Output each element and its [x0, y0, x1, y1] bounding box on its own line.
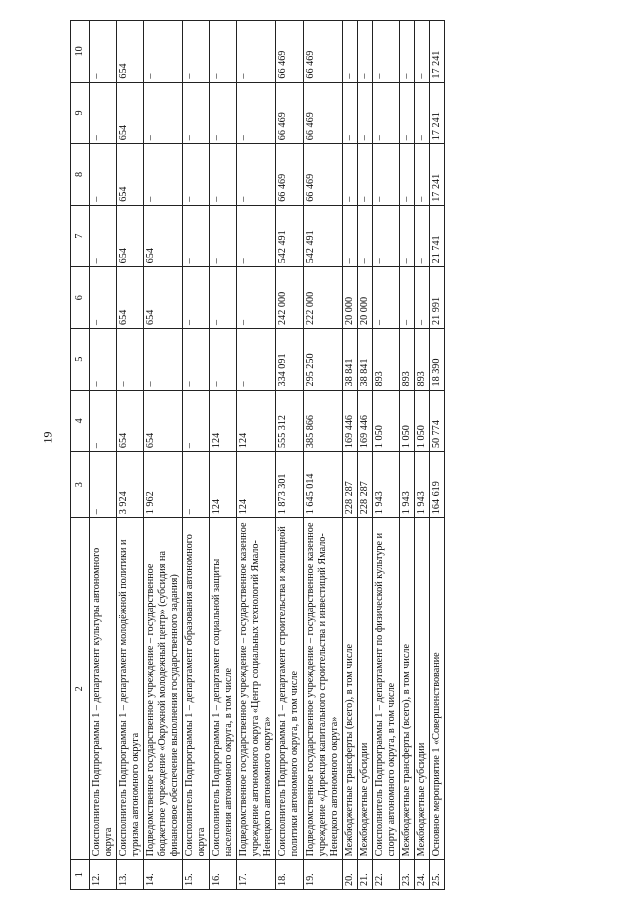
row-value: –: [183, 144, 210, 206]
row-value: –: [210, 144, 237, 206]
row-value: 654: [144, 390, 183, 452]
row-number: 15.: [183, 860, 210, 890]
row-value: 66 469: [276, 21, 303, 83]
row-value: 654: [117, 205, 144, 267]
column-header: 7: [71, 205, 90, 267]
row-value: 66 469: [303, 21, 342, 83]
row-value: –: [90, 452, 117, 518]
row-number: 13.: [117, 860, 144, 890]
row-value: 169 446: [342, 390, 357, 452]
row-value: –: [342, 205, 357, 267]
table-row: [183, 21, 210, 890]
row-number: 20.: [342, 860, 357, 890]
row-value: –: [372, 82, 399, 144]
table-row: [414, 21, 429, 890]
row-value: 334 091: [276, 328, 303, 390]
row-number: 22.: [372, 860, 399, 890]
row-value: –: [90, 205, 117, 267]
row-description: Соисполнитель Подпрограммы 1 – департамент молодёжной политики и туризма автономного округа: [117, 518, 144, 860]
table-row: [357, 21, 372, 890]
row-number: 19.: [303, 860, 342, 890]
row-value: 17 241: [429, 82, 444, 144]
table-body: [90, 21, 445, 890]
column-header: 2: [71, 518, 90, 860]
table-row: [342, 21, 357, 890]
row-value: 228 287: [357, 452, 372, 518]
row-number: 14.: [144, 860, 183, 890]
row-value: –: [90, 144, 117, 206]
row-value: 654: [117, 267, 144, 329]
table-header-row: [71, 21, 90, 890]
row-value: 893: [399, 328, 414, 390]
row-value: –: [399, 205, 414, 267]
row-value: 66 469: [303, 82, 342, 144]
row-value: –: [342, 21, 357, 83]
row-value: –: [183, 21, 210, 83]
column-header: 1: [71, 860, 90, 890]
table-row: [90, 21, 117, 890]
row-value: –: [90, 390, 117, 452]
row-value: 654: [144, 205, 183, 267]
row-value: 654: [117, 144, 144, 206]
table-row: [372, 21, 399, 890]
row-value: 66 469: [276, 144, 303, 206]
row-value: –: [183, 328, 210, 390]
row-value: –: [414, 21, 429, 83]
row-number: 16.: [210, 860, 237, 890]
row-value: 242 000: [276, 267, 303, 329]
row-description: Основное мероприятие 1 «Совершенствование: [429, 518, 444, 860]
row-value: –: [399, 21, 414, 83]
row-value: –: [372, 267, 399, 329]
row-value: 124: [237, 452, 276, 518]
column-header: 9: [71, 82, 90, 144]
row-value: 21 991: [429, 267, 444, 329]
row-description: Межбюджетные субсидии: [357, 518, 372, 860]
row-value: 66 469: [276, 82, 303, 144]
row-number: 23.: [399, 860, 414, 890]
row-description: Межбюджетные субсидии: [414, 518, 429, 860]
row-value: –: [90, 267, 117, 329]
column-header: 3: [71, 452, 90, 518]
row-value: 1 050: [414, 390, 429, 452]
row-value: 1 962: [144, 452, 183, 518]
row-description: Соисполнитель Подпрограммы 1 – департамент социальной защиты населения автономного округа, в том числе: [210, 518, 237, 860]
row-value: 1 050: [399, 390, 414, 452]
row-description: Соисполнитель Подпрограммы 1 – департамент по физической культуре и спорту автономного округа, в том числе: [372, 518, 399, 860]
row-value: –: [342, 82, 357, 144]
row-value: 654: [117, 21, 144, 83]
row-number: 12.: [90, 860, 117, 890]
column-header: 10: [71, 21, 90, 83]
row-value: 542 491: [303, 205, 342, 267]
row-value: 3 924: [117, 452, 144, 518]
row-value: 228 287: [342, 452, 357, 518]
row-value: –: [237, 328, 276, 390]
row-value: –: [357, 21, 372, 83]
row-value: –: [372, 205, 399, 267]
row-value: –: [357, 82, 372, 144]
table-row: [117, 21, 144, 890]
column-header: 5: [71, 328, 90, 390]
row-value: –: [210, 267, 237, 329]
row-number: 17.: [237, 860, 276, 890]
row-value: 1 943: [414, 452, 429, 518]
row-value: –: [237, 267, 276, 329]
row-value: 893: [414, 328, 429, 390]
row-value: –: [210, 21, 237, 83]
row-value: –: [90, 82, 117, 144]
row-value: –: [372, 21, 399, 83]
table-row: [303, 21, 342, 890]
row-value: 124: [237, 390, 276, 452]
row-value: 893: [372, 328, 399, 390]
row-value: 124: [210, 390, 237, 452]
row-value: –: [237, 82, 276, 144]
row-number: 18.: [276, 860, 303, 890]
row-value: 18 390: [429, 328, 444, 390]
row-value: –: [414, 144, 429, 206]
table-row: [237, 21, 276, 890]
row-description: Подведомственное государственное учреждение – государственное казенное учреждение автономного округа «Центр социальных технологий Ямало-Ненецкого автономного округа»: [237, 518, 276, 860]
row-value: 124: [210, 452, 237, 518]
table-row: [144, 21, 183, 890]
row-value: 38 841: [342, 328, 357, 390]
row-value: –: [183, 390, 210, 452]
row-value: 66 469: [303, 144, 342, 206]
row-description: Соисполнитель Подпрограммы 1 – департамент строительства и жилищной политики автономного округа, в том числе: [276, 518, 303, 860]
row-value: 1 645 014: [303, 452, 342, 518]
row-value: 164 619: [429, 452, 444, 518]
row-description: Подведомственное государственное учреждение – государственное казенное учреждение «Дирекция капитального строительства и инвестиций Ямало-Ненецкого автономного округа»: [303, 518, 342, 860]
row-description: Межбюджетные трансферты (всего), в том числе: [342, 518, 357, 860]
row-value: 20 000: [357, 267, 372, 329]
row-value: –: [90, 21, 117, 83]
row-number: 25.: [429, 860, 444, 890]
table-row: [210, 21, 237, 890]
row-value: 654: [117, 82, 144, 144]
row-value: 17 241: [429, 21, 444, 83]
row-value: 50 774: [429, 390, 444, 452]
row-value: –: [237, 144, 276, 206]
row-value: –: [144, 328, 183, 390]
column-header: 4: [71, 390, 90, 452]
row-value: –: [183, 452, 210, 518]
row-description: Подведомственное государственное учреждение – государственное бюджетное учреждение «Окружной молодежный центр» (субсидия на финансовое обеспечение выполнения государственного задания): [144, 518, 183, 860]
rotated-table-container: [70, 20, 615, 890]
row-value: –: [210, 205, 237, 267]
row-value: 385 866: [303, 390, 342, 452]
row-value: –: [210, 328, 237, 390]
row-value: 222 000: [303, 267, 342, 329]
row-value: –: [183, 205, 210, 267]
row-value: –: [372, 144, 399, 206]
row-value: –: [342, 144, 357, 206]
row-value: –: [90, 328, 117, 390]
row-value: –: [144, 21, 183, 83]
row-description: Соисполнитель Подпрограммы 1 – департамент образования автономного округа: [183, 518, 210, 860]
row-value: –: [357, 144, 372, 206]
row-description: Межбюджетные трансферты (всего), в том числе: [399, 518, 414, 860]
row-value: –: [144, 82, 183, 144]
column-header: 6: [71, 267, 90, 329]
row-value: 1 873 301: [276, 452, 303, 518]
table-row: [276, 21, 303, 890]
row-value: 20 000: [342, 267, 357, 329]
row-value: 17 241: [429, 144, 444, 206]
row-value: 295 250: [303, 328, 342, 390]
row-value: –: [210, 82, 237, 144]
row-value: 1 943: [372, 452, 399, 518]
row-value: –: [414, 82, 429, 144]
row-number: 24.: [414, 860, 429, 890]
row-value: 169 446: [357, 390, 372, 452]
row-value: –: [399, 144, 414, 206]
row-value: 654: [144, 267, 183, 329]
row-value: –: [414, 267, 429, 329]
row-value: –: [144, 144, 183, 206]
row-value: 1 943: [399, 452, 414, 518]
row-value: –: [183, 82, 210, 144]
row-value: 654: [117, 390, 144, 452]
row-value: –: [117, 328, 144, 390]
row-value: 38 841: [357, 328, 372, 390]
row-description: Соисполнитель Подпрограммы 1 – департамент культуры автономного округа: [90, 518, 117, 860]
row-number: 21.: [357, 860, 372, 890]
row-value: –: [399, 82, 414, 144]
row-value: –: [399, 267, 414, 329]
row-value: –: [183, 267, 210, 329]
page-number: 19: [40, 431, 55, 444]
column-header: 8: [71, 144, 90, 206]
row-value: 21 741: [429, 205, 444, 267]
row-value: –: [414, 205, 429, 267]
row-value: –: [357, 205, 372, 267]
row-value: –: [237, 21, 276, 83]
row-value: 542 491: [276, 205, 303, 267]
table-row: [399, 21, 414, 890]
budget-table: [70, 20, 445, 890]
row-value: 1 050: [372, 390, 399, 452]
row-value: –: [237, 205, 276, 267]
table-row: [429, 21, 444, 890]
row-value: 555 312: [276, 390, 303, 452]
